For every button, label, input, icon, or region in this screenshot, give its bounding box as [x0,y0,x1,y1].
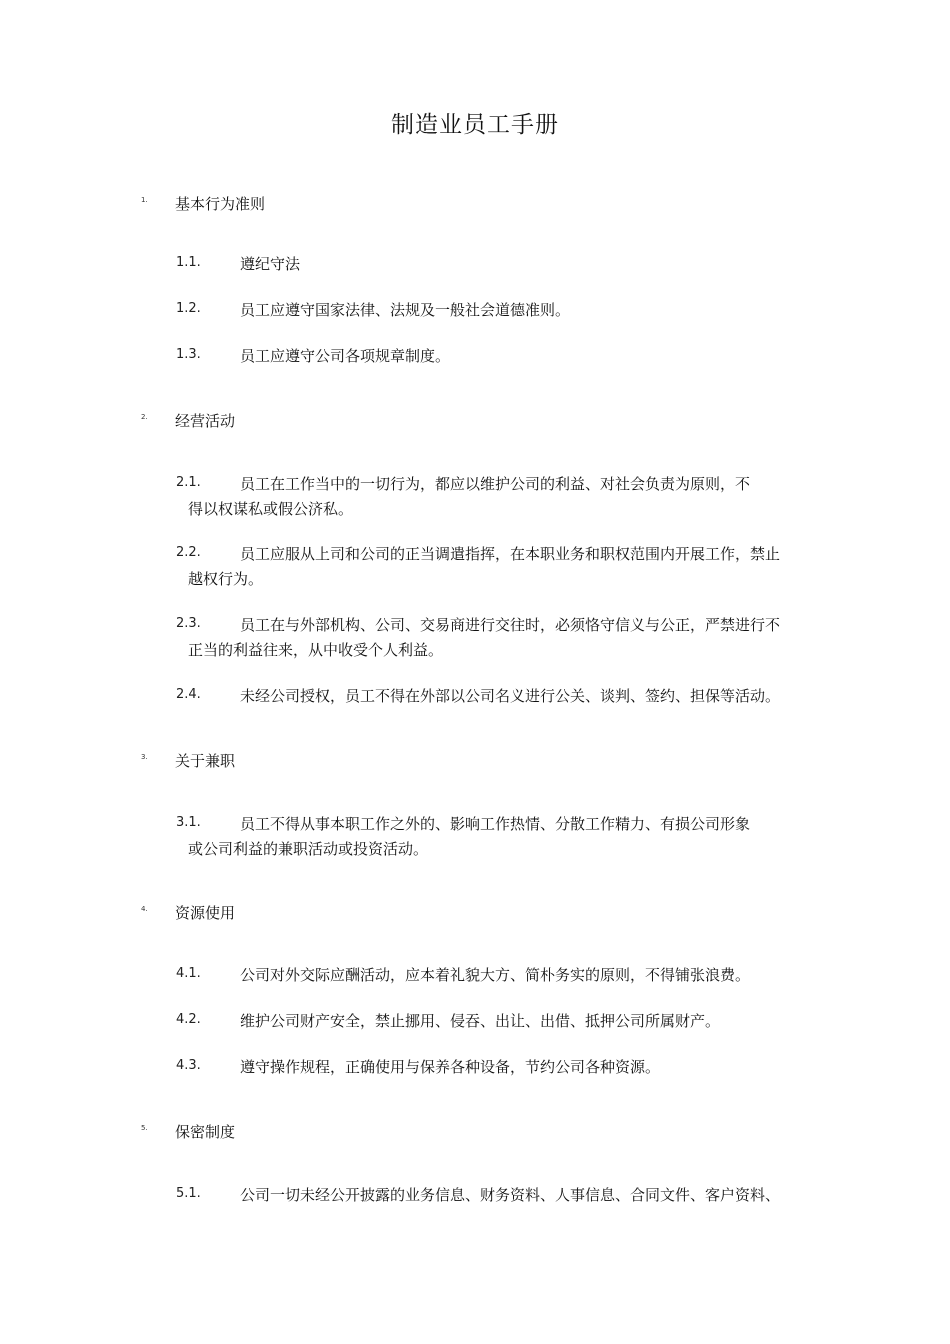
section-title: 资源使用 [175,904,236,922]
item-text: 员工应遵守公司各项规章制度。 [240,347,451,365]
section-title: 保密制度 [175,1123,236,1141]
section-number: 2. [141,413,148,421]
item-text: 遵纪守法 [240,255,301,273]
section-number: 1. [141,196,148,204]
section-number: 5. [141,1124,148,1132]
item-text: 公司对外交际应酬活动，应本着礼貌大方、简朴务实的原则，不得铺张浪费。 [240,966,751,984]
item-number: 3.1. [176,815,201,830]
item-number: 2.3. [176,616,201,631]
item-text: 员工不得从事本职工作之外的、影响工作热情、分散工作精力、有损公司形象 [240,815,751,833]
item-text-continuation: 越权行为。 [188,570,264,588]
item-number: 2.1. [176,475,201,490]
section-number: 3. [141,753,148,761]
section-title: 基本行为准则 [175,195,266,213]
item-text-continuation: 得以权谋私或假公济私。 [188,500,354,518]
item-number: 1.2. [176,301,201,316]
item-text: 员工应遵守国家法律、法规及一般社会道德准则。 [240,301,571,319]
item-number: 1.3. [176,347,201,362]
item-text: 员工应服从上司和公司的正当调遣指挥，在本职业务和职权范围内开展工作，禁止 [240,545,781,563]
item-text-continuation: 正当的利益往来，从中收受个人利益。 [188,641,444,659]
item-text: 维护公司财产安全，禁止挪用、侵吞、出让、出借、抵押公司所属财产。 [240,1012,721,1030]
section-title: 经营活动 [175,412,236,430]
item-number: 4.1. [176,966,201,981]
section-title: 关于兼职 [175,752,236,770]
item-text-continuation: 或公司利益的兼职活动或投资活动。 [188,840,429,858]
item-text: 公司一切未经公开披露的业务信息、财务资料、人事信息、合同文件、客户资料、 [240,1186,781,1204]
item-text: 遵守操作规程，正确使用与保养各种设备，节约公司各种资源。 [240,1058,661,1076]
item-text: 未经公司授权，员工不得在外部以公司名义进行公关、谈判、签约、担保等活动。 [240,687,781,705]
section-number: 4. [141,905,148,913]
item-number: 2.4. [176,687,201,702]
item-text: 员工在工作当中的一切行为，都应以维护公司的利益、对社会负责为原则，不 [240,475,751,493]
item-number: 4.3. [176,1058,201,1073]
document-title: 制造业员工手册 [391,112,559,138]
item-number: 2.2. [176,545,201,560]
item-number: 5.1. [176,1186,201,1201]
item-number: 4.2. [176,1012,201,1027]
item-number: 1.1. [176,255,201,270]
item-text: 员工在与外部机构、公司、交易商进行交往时，必须恪守信义与公正，严禁进行不 [240,616,781,634]
